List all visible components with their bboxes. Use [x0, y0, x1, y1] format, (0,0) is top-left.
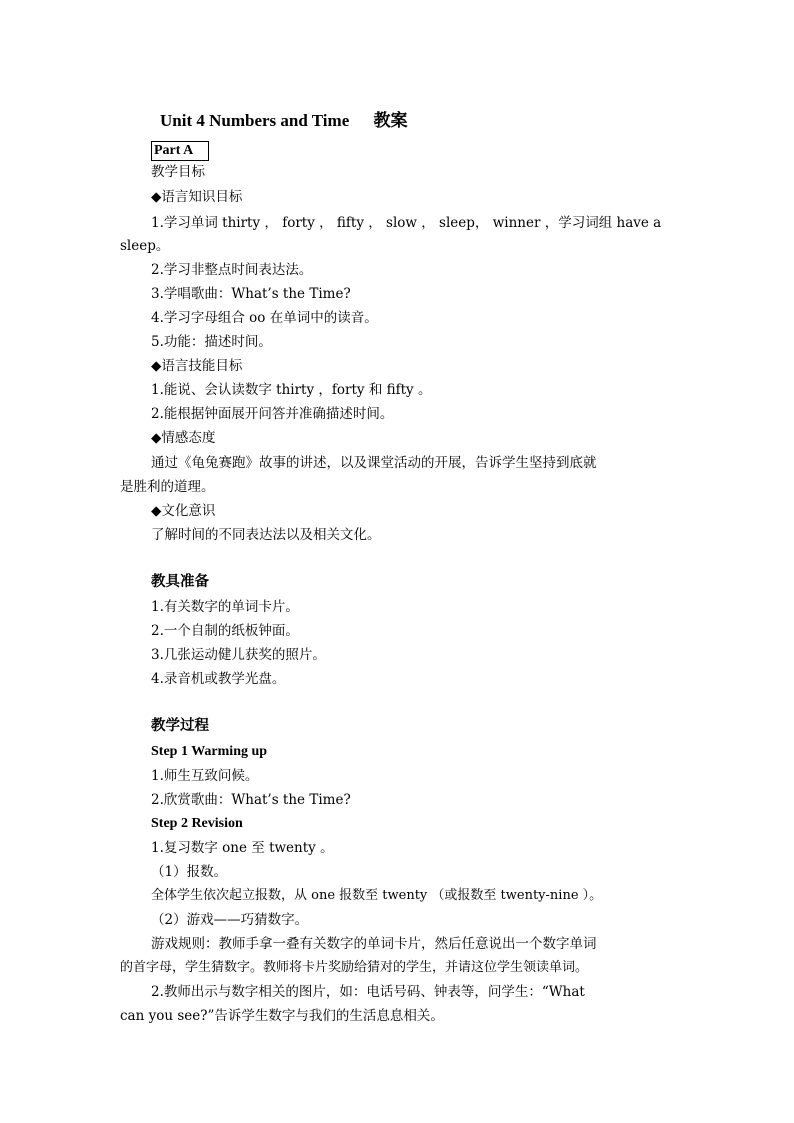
text-line: can you see?”告诉学生数字与我们的生活息息相关。 [120, 1008, 444, 1024]
section-heading-procedure: 教学过程 [151, 718, 209, 734]
subheading-culture: ◆文化意识 [151, 503, 216, 519]
text-line: sleep。 [120, 238, 170, 254]
title-english: Unit 4 Numbers and Time [160, 111, 350, 130]
text-line: 的首字母，学生猜数字。教师将卡片奖励给猜对的学生，并请这位学生领读单词。 [120, 960, 589, 975]
text-line: 全体学生依次起立报数，从 one 报数至 twenty （或报数至 twenty-nine ）。 [151, 888, 603, 903]
text-line: 3.学唱歌曲：What’s the Time? [151, 286, 351, 302]
text-line: 4.录音机或教学光盘。 [151, 671, 286, 687]
text-line: （1）报数。 [151, 864, 228, 880]
section-heading-materials: 教具准备 [151, 574, 209, 590]
text-line: 2.能根据钟面展开问答并准确描述时间。 [151, 406, 394, 422]
title-chinese: 教案 [373, 111, 408, 131]
text-line: 是胜利的道理。 [120, 479, 215, 495]
section-heading-objectives: 教学目标 [151, 164, 205, 180]
text-line: 1.能说、会认读数字 thirty ，forty 和 fifty 。 [151, 382, 432, 398]
text-line: 2.学习非整点时间表达法。 [151, 262, 313, 278]
step-heading-revision: Step 2 Revision [151, 816, 243, 831]
text-line: 4.学习字母组合 oo 在单词中的读音。 [151, 310, 378, 326]
text-line: 1.师生互致问候。 [151, 768, 259, 784]
text-line: （2）游戏——巧猜数字。 [151, 912, 309, 928]
text-line: 3.几张运动健儿获奖的照片。 [151, 647, 326, 663]
text-line: 游戏规则：教师手拿一叠有关数字的单词卡片，然后任意说出一个数字单词 [151, 936, 597, 952]
text-line: 了解时间的不同表达法以及相关文化。 [151, 527, 381, 543]
text-line: 5.功能：描述时间。 [151, 334, 272, 350]
text-line: 1.复习数字 one 至 twenty 。 [151, 840, 334, 856]
part-label-box: Part A [151, 141, 209, 161]
text-line: 通过《龟兔赛跑》故事的讲述，以及课堂活动的开展，告诉学生坚持到底就 [151, 455, 597, 471]
text-line: 1.学习单词 thirty ， forty ， fifty ， slow ， sleep， winner ，学习词组 have a [151, 215, 662, 231]
subheading-language-skills: ◆语言技能目标 [151, 358, 243, 374]
subheading-attitude: ◆情感态度 [151, 430, 216, 446]
text-line: 2.欣赏歌曲：What’s the Time? [151, 792, 351, 808]
document-title [160, 106, 407, 131]
step-heading-warming-up: Step 1 Warming up [151, 744, 268, 759]
text-line: 2.教师出示与数字相关的图片，如：电话号码、钟表等，问学生：“What [151, 984, 585, 1000]
text-line: 1.有关数字的单词卡片。 [151, 599, 299, 615]
text-line: 2.一个自制的纸板钟面。 [151, 623, 299, 639]
subheading-language-knowledge: ◆语言知识目标 [151, 189, 243, 205]
